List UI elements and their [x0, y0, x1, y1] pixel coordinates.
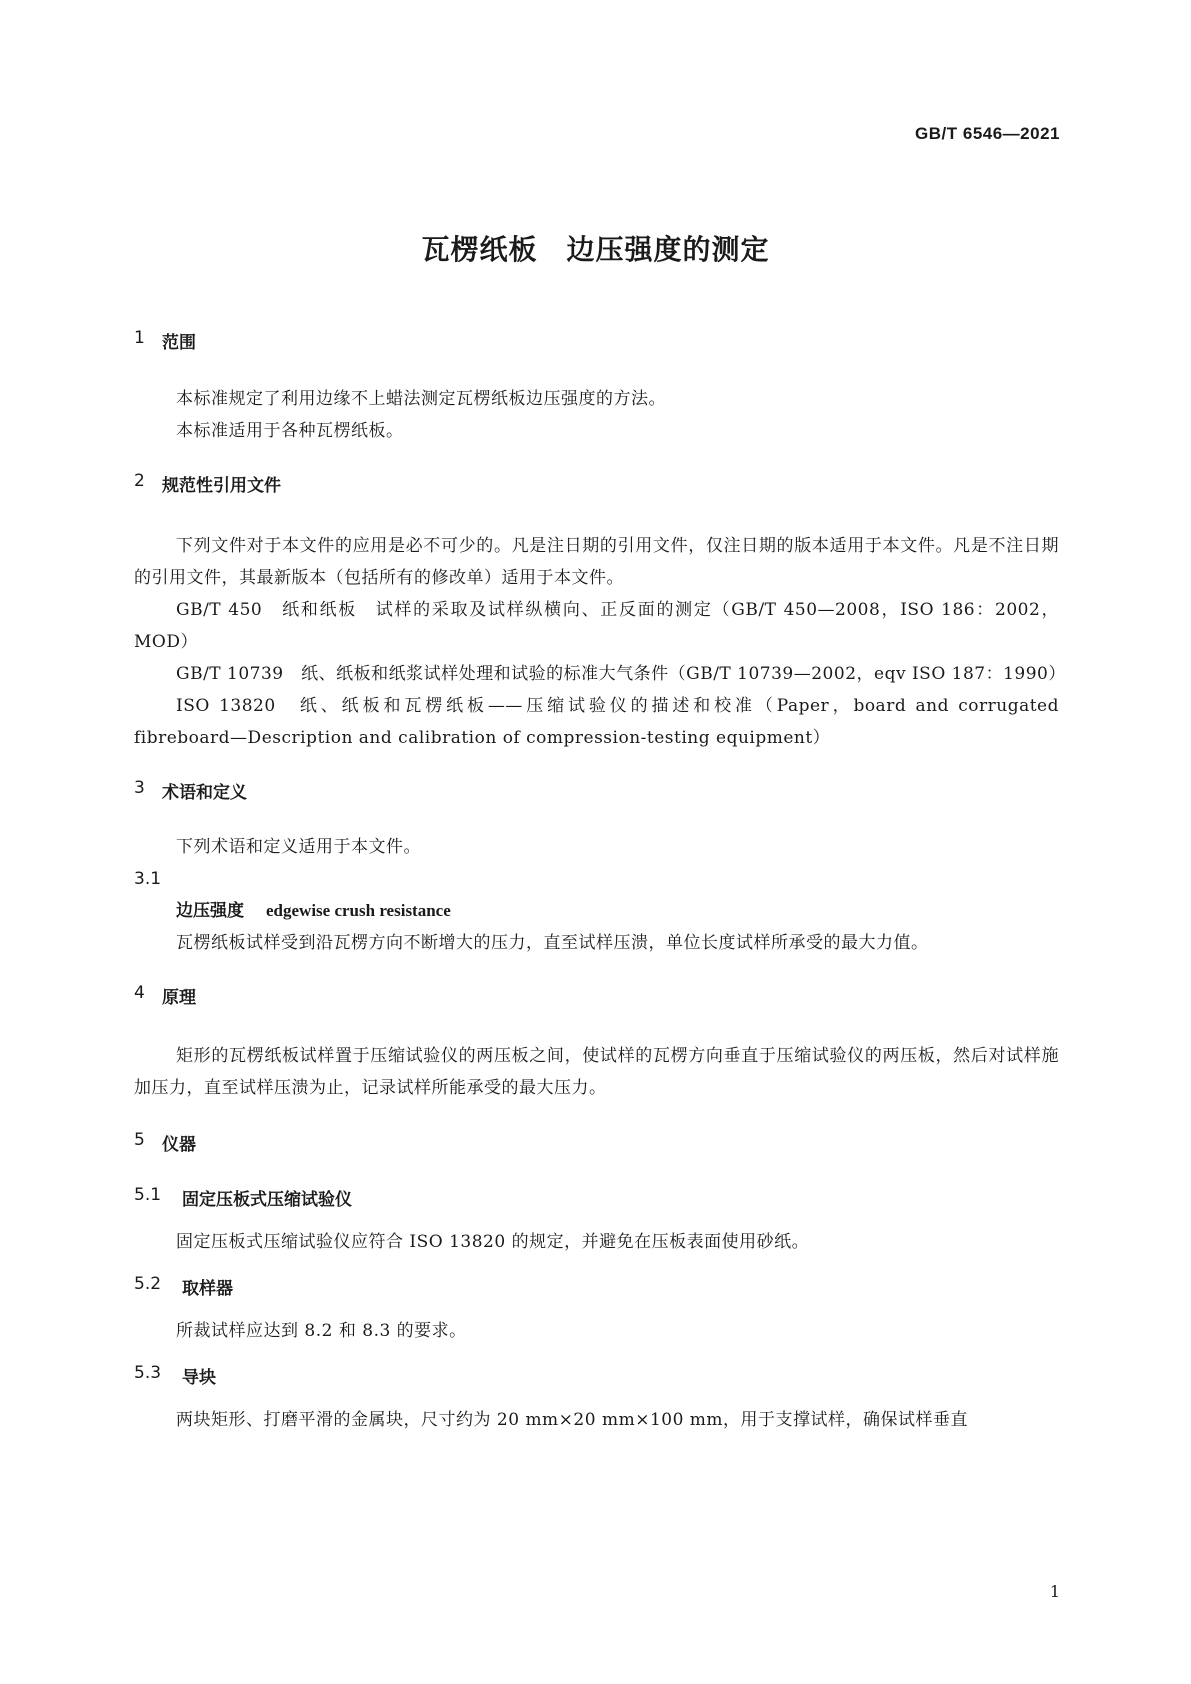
paragraph: 所裁试样应达到 8.2 和 8.3 的要求。 — [176, 1321, 467, 1341]
subsection-5-2-heading — [134, 1274, 1059, 1299]
section-title: 原理 — [162, 988, 196, 1008]
page-number: 1 — [1049, 1582, 1060, 1601]
paragraph: 下列术语和定义适用于本文件。 — [176, 837, 421, 857]
section-title: 范围 — [162, 333, 196, 353]
reference-item: GB/T 10739 纸、纸板和纸浆试样处理和试验的标准大气条件（GB/T 10739—2002，eqv ISO 187：1990） — [176, 664, 1066, 684]
document-title: 瓦楞纸板 边压强度的测定 — [421, 233, 770, 266]
section-5-heading — [134, 1130, 1059, 1155]
paragraph: 本标准适用于各种瓦楞纸板。 — [176, 421, 404, 441]
term-chinese: 边压强度 — [176, 901, 244, 921]
section-number: 3 — [134, 778, 145, 798]
subsection-5-3-heading — [134, 1363, 1059, 1388]
section-2-heading — [134, 471, 1059, 496]
subsection-title: 取样器 — [182, 1279, 233, 1299]
section-number: 1 — [134, 328, 145, 348]
section-number: 2 — [134, 471, 145, 491]
paragraph: 矩形的瓦楞纸板试样置于压缩试验仪的两压板之间，使试样的瓦楞方向垂直于压缩试验仪的两压板，然后对试样施加压力，直至试样压溃为止，记录试样所能承受的最大压力。 — [134, 1046, 1059, 1098]
paragraph: 两块矩形、打磨平滑的金属块，尺寸约为 20 mm×20 mm×100 mm，用于支撑试样，确保试样垂直 — [176, 1410, 969, 1430]
section-number: 5 — [134, 1130, 145, 1150]
term-definition: 瓦楞纸板试样受到沿瓦楞方向不断增大的压力，直至试样压溃，单位长度试样所承受的最大力值。 — [176, 933, 929, 953]
reference-item: ISO 13820 纸、纸板和瓦楞纸板——压缩试验仪的描述和校准（Paper，board and corrugated fibreboard—Description and calibration of compression-testing equipment） — [134, 696, 1059, 748]
section-number: 4 — [134, 983, 145, 1003]
document-body — [134, 328, 1066, 1436]
term-number: 3.1 — [134, 869, 162, 889]
term-english: edgewise crush resistance — [266, 901, 451, 920]
section-4-heading — [134, 983, 1059, 1008]
subsection-number: 5.2 — [134, 1274, 162, 1294]
section-1-heading — [134, 328, 1059, 353]
paragraph: 下列文件对于本文件的应用是必不可少的。凡是注日期的引用文件，仅注日期的版本适用于本文件。凡是不注日期的引用文件，其最新版本（包括所有的修改单）适用于本文件。 — [134, 536, 1059, 588]
section-3-heading — [134, 778, 1059, 803]
section-title: 仪器 — [162, 1135, 196, 1155]
paragraph: 固定压板式压缩试验仪应符合 ISO 13820 的规定，并避免在压板表面使用砂纸。 — [176, 1232, 810, 1252]
subsection-title: 固定压板式压缩试验仪 — [182, 1190, 352, 1210]
subsection-number: 5.1 — [134, 1185, 162, 1205]
reference-item: GB/T 450 纸和纸板 试样的采取及试样纵横向、正反面的测定（GB/T 450—2008，ISO 186：2002，MOD） — [134, 600, 1059, 652]
paragraph: 本标准规定了利用边缘不上蜡法测定瓦楞纸板边压强度的方法。 — [176, 389, 666, 409]
subsection-number: 5.3 — [134, 1363, 162, 1383]
section-title: 规范性引用文件 — [162, 476, 281, 496]
term-entry — [134, 895, 1059, 927]
subsection-5-1-heading — [134, 1185, 1059, 1210]
subsection-title: 导块 — [182, 1368, 216, 1388]
section-title: 术语和定义 — [162, 783, 247, 803]
standard-code: GB/T 6546—2021 — [915, 124, 1060, 143]
